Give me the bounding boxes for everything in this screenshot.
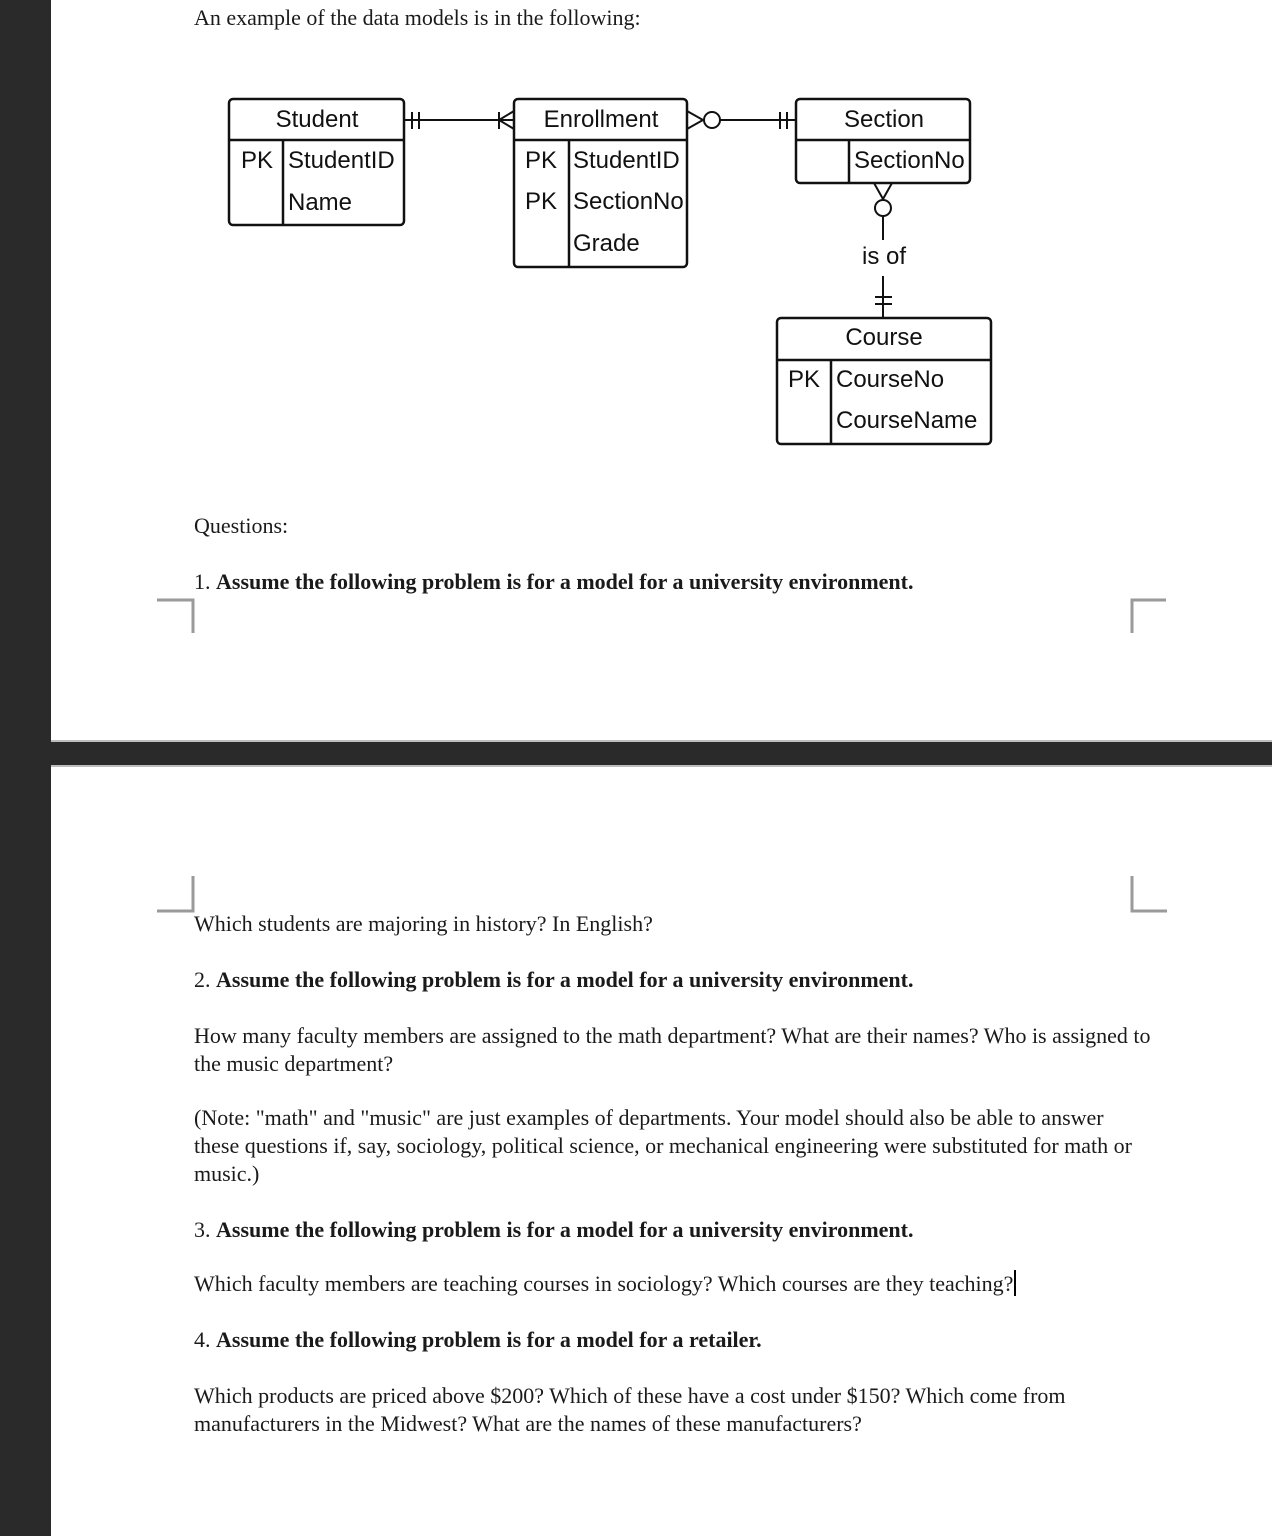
er-diagram <box>51 0 1272 470</box>
question-3-number: 3. <box>194 1217 211 1242</box>
student-row-1-key: PK <box>241 147 274 174</box>
enrollment-row-2-key: PK <box>525 188 558 215</box>
relationship-label: is of <box>861 243 907 270</box>
page-corner-mark-bottom-left <box>155 597 195 637</box>
question-2-note: (Note: "math" and "music" are just examples of departments. Your model should also be able to answer these questions if, say, sociology, political science, or mechanical engineering were substituted for math or music.) <box>194 1105 1132 1186</box>
enrollment-row-1-key: PK <box>525 147 558 174</box>
document-page-2 <box>51 765 1272 1536</box>
course-title: Course <box>845 324 923 351</box>
enrollment-section-relationship <box>687 111 796 129</box>
question-4-number: 4. <box>194 1327 211 1352</box>
question-1-heading <box>194 568 913 596</box>
question-2-title: Assume the following problem is for a model for a university environment. <box>216 967 914 992</box>
question-2-heading <box>194 966 913 994</box>
student-title: Student <box>275 106 359 133</box>
section-title: Section <box>843 106 925 133</box>
enrollment-row-2-field: SectionNo <box>573 188 684 215</box>
question-1-title: Assume the following problem is for a model for a university environment. <box>216 569 914 594</box>
question-4-body: Which products are priced above $200? Which of these have a cost under $150? Which come from manufacturers in the Midwest? What are the names of these manufacturers? <box>194 1383 1066 1436</box>
question-4-heading <box>194 1326 762 1354</box>
document-page-1 <box>51 0 1272 742</box>
page-corner-mark-top-left <box>155 874 195 914</box>
intro-text: An example of the data models is in the following: <box>194 5 641 30</box>
course-row-1-field: CourseNo <box>836 366 945 393</box>
question-4-title: Assume the following problem is for a model for a retailer. <box>216 1327 762 1352</box>
question-3-body-line[interactable] <box>194 1270 1016 1298</box>
enrollment-title: Enrollment <box>543 106 659 133</box>
question-3-body: Which faculty members are teaching courses in sociology? Which courses are they teaching? <box>194 1271 1014 1296</box>
question-3-title: Assume the following problem is for a model for a university environment. <box>216 1217 914 1242</box>
student-enrollment-relationship <box>404 111 514 129</box>
question-2-body: How many faculty members are assigned to the math department? What are their names? Who is assigned to the music department? <box>194 1023 1151 1076</box>
question-1-body: Which students are majoring in history? In English? <box>194 911 653 936</box>
text-cursor <box>1014 1270 1016 1296</box>
question-1-number: 1. <box>194 569 211 594</box>
student-row-1-field: StudentID <box>288 147 395 174</box>
question-3-heading <box>194 1216 913 1244</box>
section-row-1-field: SectionNo <box>854 147 965 174</box>
question-2-number: 2. <box>194 967 211 992</box>
enrollment-row-1-field: StudentID <box>573 147 680 174</box>
enrollment-row-3-field: Grade <box>573 230 640 257</box>
page-corner-mark-top-right <box>1129 874 1169 914</box>
course-row-2-field: CourseName <box>836 407 978 434</box>
er-diagram-svg <box>51 0 1272 470</box>
page-corner-mark-bottom-right <box>1129 597 1169 637</box>
course-row-1-key: PK <box>788 366 821 393</box>
questions-heading: Questions: <box>194 513 289 538</box>
student-row-2-field: Name <box>288 189 353 216</box>
